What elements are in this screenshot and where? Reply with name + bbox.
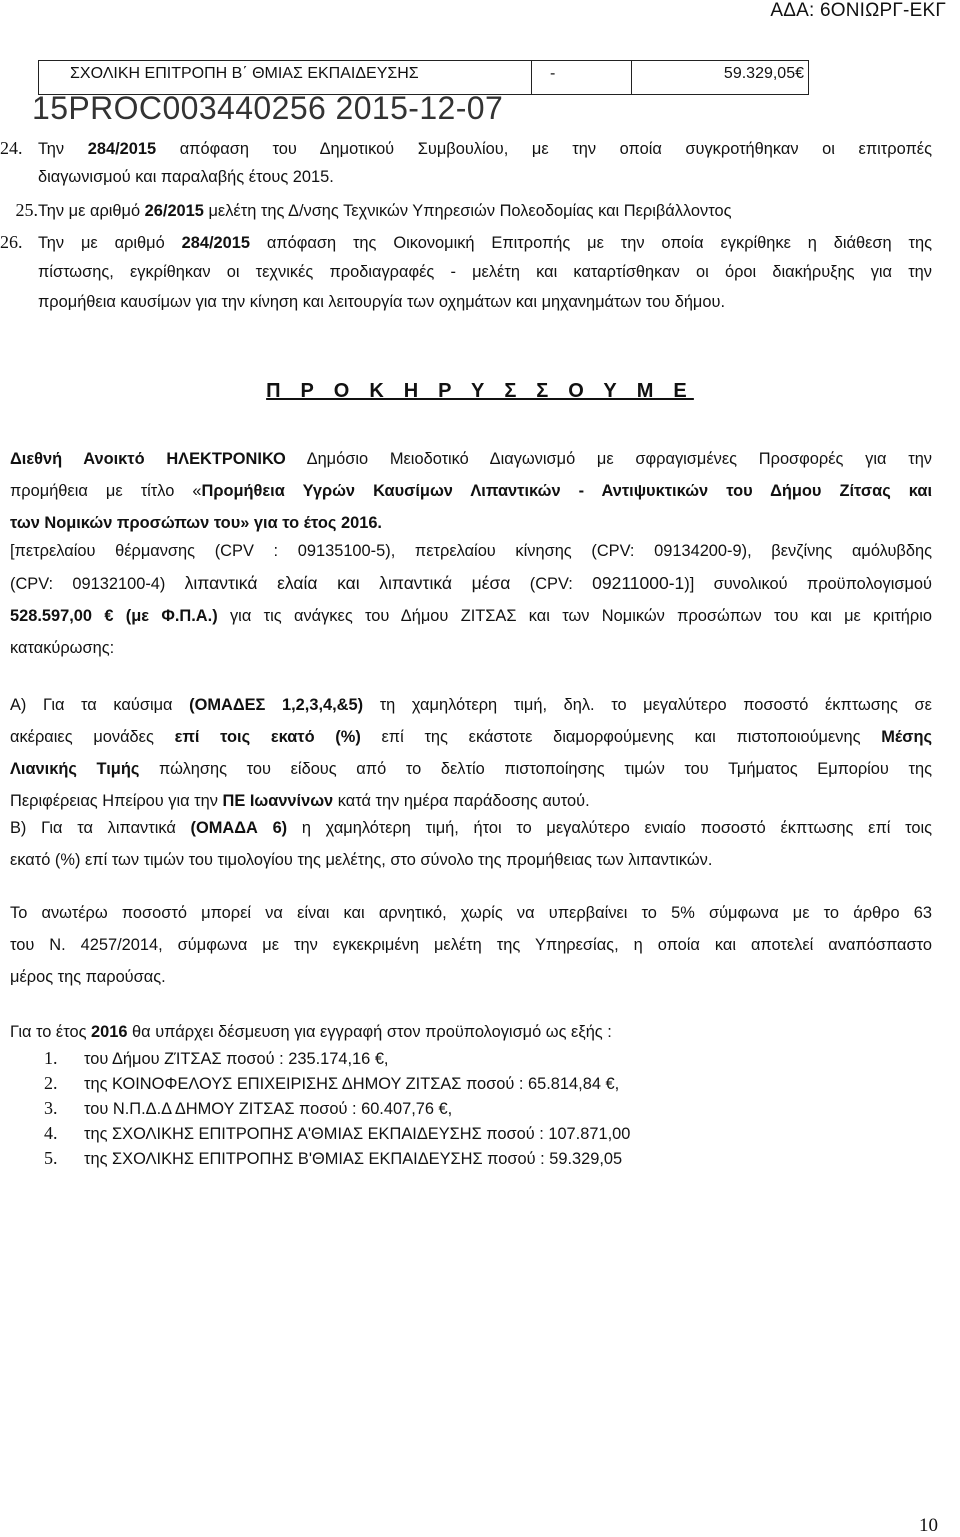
table-cell-amount: 59.329,05€ [723,65,804,82]
list-item: 5. της ΣΧΟΛΙΚΗΣ ΕΠΙΤΡΟΠΗΣ Β'ΘΜΙΑΣ ΕΚΠΑΙΔΕΥΣΗΣ ποσού : 59.329,05 [44,1148,623,1168]
item-24-number: 24. [0,138,23,158]
criteria-a-line1: Α) Για τα καύσιμα (ΟΜΑΔΕΣ 1,2,3,4,&5) τη χαμηλότερη τιμή, δηλ. το μεγαλύτερο ποσοστό έκπτωσης σε [10,696,932,714]
cpv-line4: κατακύρωσης: [10,639,115,657]
criteria-b-line2: εκατό (%) επί των τιμών του τιμολογίου της μελέτης, στο σύνολο της προμήθειας των λιπαντικών. [10,851,713,869]
intro-paragraph [10,445,932,538]
negative-line3: μέρος της παρούσας. [10,968,166,986]
cpv-line3: 528.597,00 € (με Φ.Π.Α.) για τις ανάγκες του Δήμου ΖΙΤΣΑΣ και των Νομικών προσώπων του και με κριτήριο [10,607,932,625]
item-25-number: 25. [15,200,38,220]
item-26-line2: πίστωσης, εγκρίθηκαν οι τεχνικές προδιαγραφές - μελέτη και καταρτίσθηκαν οι όροι διακήρυξης για την [38,263,932,281]
item-26-line1: 26. Την με αριθμό 284/2015 απόφαση της Οικονομική Επιτροπής με την οποία εγκρίθηκε η διάθεση της [0,228,932,258]
criteria-a-line4: Περιφέρειας Ηπείρου για την ΠΕ Ιωαννίνων κατά την ημέρα παράδοσης αυτού. [10,792,590,810]
table-cell-name: ΣΧΟΛΙΚΗ ΕΠΙΤΡΟΠΗ Β΄ ΘΜΙΑΣ ΕΚΠΑΙΔΕΥΣΗΣ [39,61,532,94]
criteria-a-line3: Λιανικής Τιμής πώλησης του είδους από το δελτίο πιστοποίησης τιμών του Τμήματος Εμπορίου της [10,760,933,778]
criteria-b-line1: Β) Για τα λιπαντικά (ΟΜΑΔΑ 6) η χαμηλότερη τιμή, ήτοι το μεγαλύτερο ενιαίο ποσοστό έκπτωσης επί τοις [10,819,932,837]
item-26-number: 26. [0,232,23,252]
page-title: Π Ρ Ο Κ Η Ρ Υ Σ Σ Ο Υ Μ Ε [266,380,694,402]
criteria-a [10,691,932,816]
page-number: 10 [919,1515,938,1536]
cpv-paragraph [10,537,932,663]
list-item: 1. του Δήμου ΖΊΤΣΑΣ ποσού : 235.174,16 €, [44,1048,389,1068]
intro-line2: προμήθεια με τίτλο «Προμήθεια Υγρών Καυσίμων Λιπαντικών - Αντιψυκτικών του Δήμου Ζίτσας και [10,482,932,500]
item-24-line1: 24. Την 284/2015 απόφαση του Δημοτικού Συμβουλίου, με την οποία συγκροτήθηκαν οι επιτροπές [0,134,932,164]
negative-line1: Το ανωτέρω ποσοστό μπορεί να είναι και αρνητικό, χωρίς να υπερβαίνει το 5% σύμφωνα με το άρθρο 63 [10,904,932,922]
negative-discount-paragraph [10,899,932,992]
item-26-line3: προμήθεια καυσίμων για την κίνηση και λειτουργία των οχημάτων και μηχανημάτων του δήμου. [38,293,726,311]
table-cell-dash: - [532,61,632,94]
budget-list [44,1048,924,1173]
negative-line2: του Ν. 4257/2014, σύμφωνα με την εγκεκριμένη μελέτη της Υπηρεσίας, η οποία και αποτελεί αναπόσπαστο [10,936,932,954]
cpv-line1: [πετρελαίου θέρμανσης (CPV : 09135100-5), πετρελαίου κίνησης (CPV: 09134200-9), βενζίνης αμόλυβδης [10,542,932,560]
intro-line1: Διεθνή Ανοικτό ΗΛΕΚΤΡΟΝΙΚΟ Δημόσιο Μειοδοτικό Διαγωνισμό με σφραγισμένες Προσφορές για την [10,450,933,468]
list-item: 2. της ΚΟΙΝΟΦΕΛΟΥΣ ΕΠΙΧΕΙΡΙΣΗΣ ΔΗΜΟΥ ΖΙΤΣΑΣ ποσού : 65.814,84 €, [44,1073,620,1093]
cpv-line2: (CPV: 09132100-4) λιπαντικά ελαία και λιπαντικά μέσα (CPV: 09211000-1)] συνολικού προϋπολογισμού [10,573,933,593]
item-25: 25.Την με αριθμό 26/2015 μελέτη της Δ/νσης Τεχνικών Υπηρεσιών Πολεοδομίας και Περιβάλλοντος [0,196,960,226]
ada-code: ΑΔΑ: 6ΟΝΙΩΡΓ-ΕΚΓ [770,0,946,21]
list-item: 4. της ΣΧΟΛΙΚΗΣ ΕΠΙΤΡΟΠΗΣ Α'ΘΜΙΑΣ ΕΚΠΑΙΔΕΥΣΗΣ ποσού : 107.871,00 [44,1123,631,1143]
procurement-watermark: 15PROC003440256 2015-12-07 [32,90,504,126]
intro-line3: των Νομικών προσώπων του» για το έτος 2016. [10,514,382,532]
list-item: 3. του Ν.Π.Δ.Δ ΔΗΜΟΥ ΖΙΤΣΑΣ ποσού : 60.407,76 €, [44,1098,453,1118]
criteria-b [10,814,932,875]
budget-intro: Για το έτος 2016 θα υπάρχει δέσμευση για εγγραφή στον προϋπολογισμό ως εξής : [10,1023,612,1041]
criteria-a-line2: ακέραιες μονάδες επί τοις εκατό (%) επί της εκάστοτε διαμορφούμενης και πιστοποιούμενης Μέσης [10,728,933,746]
item-24-line2: διαγωνισμού και παραλαβής έτους 2015. [38,168,334,186]
